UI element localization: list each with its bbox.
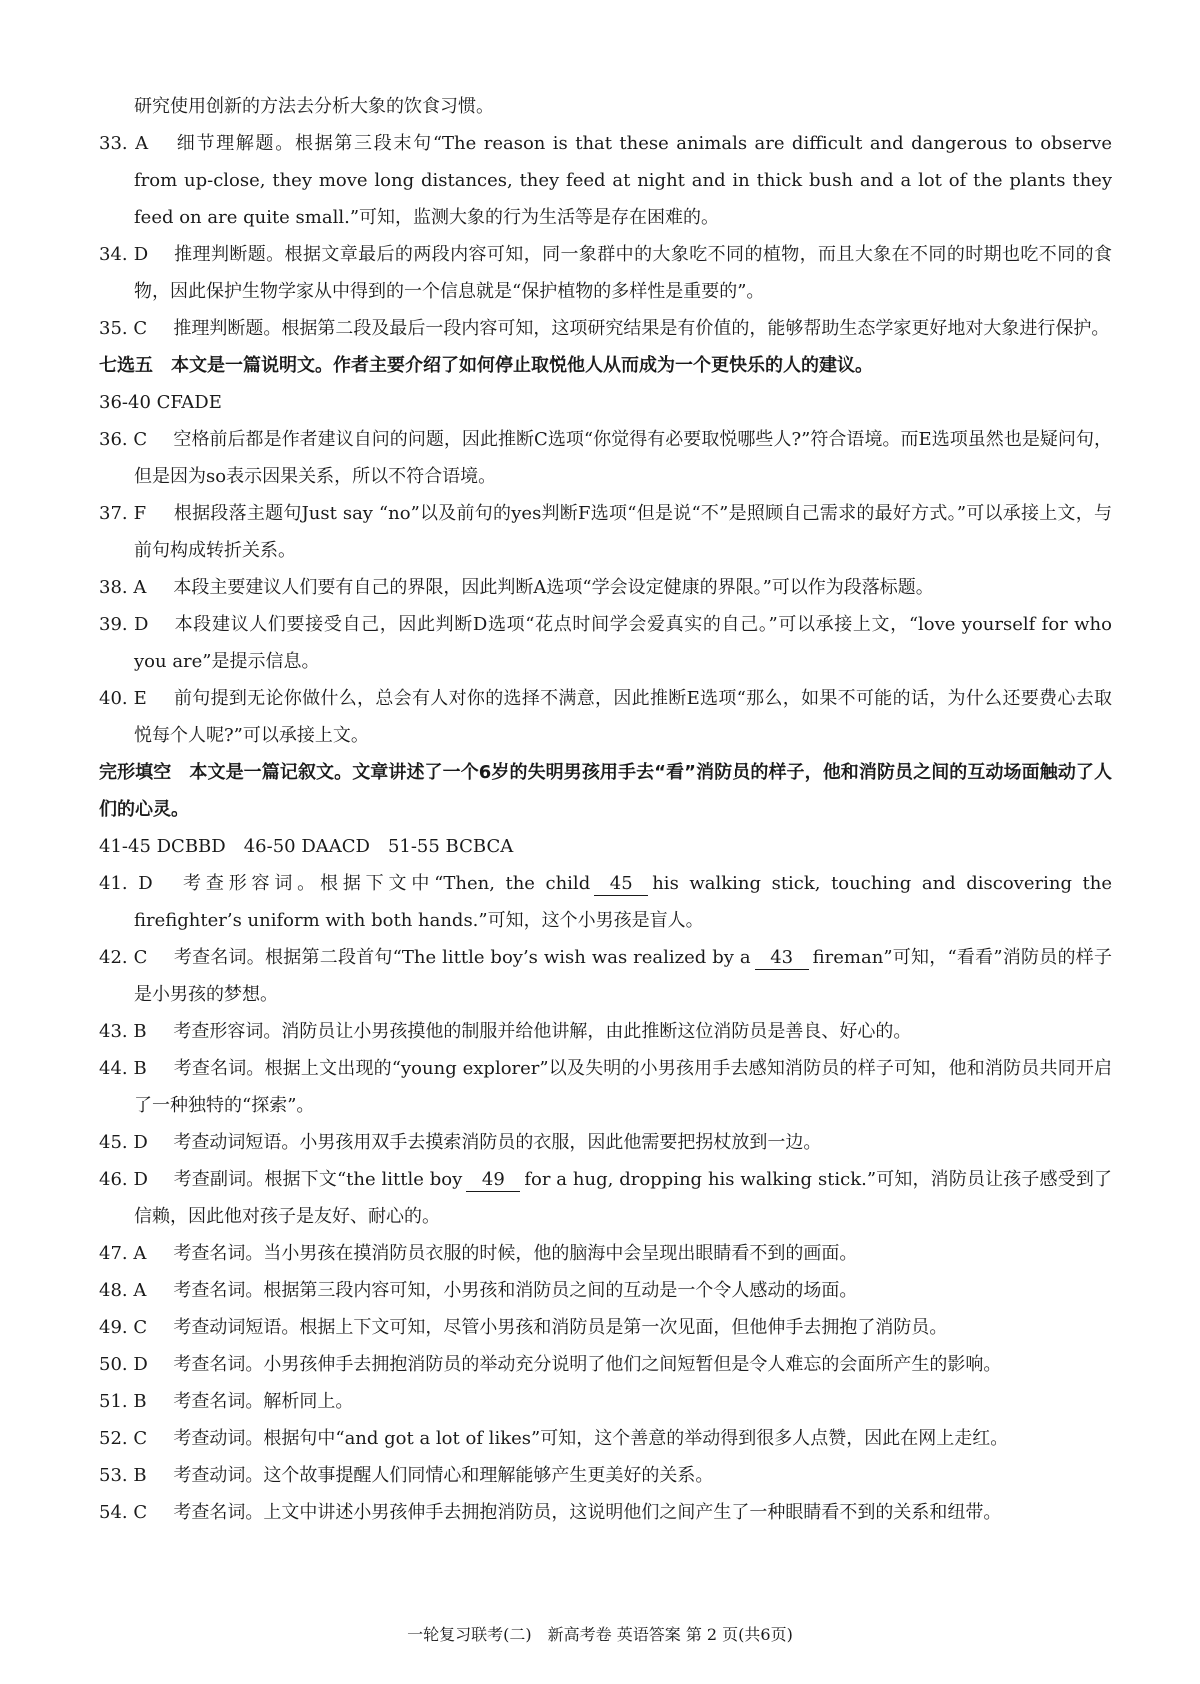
answer-number: 50. [99,1354,128,1375]
answer-letter: C [133,429,148,450]
answer-number: 38. [99,577,128,598]
answer-explanation: 本段主要建议人们要有自己的界限，因此判断A选项“学会设定健康的界限。”可以作为段落标题。 [173,577,934,598]
answer-letter: D [138,873,153,894]
answer-explanation: 推理判断题。根据文章最后的两段内容可知，同一象群中的大象吃不同的植物，而且大象在不同的时期也吃不同的食物，因此保护生物学家从中得到的一个信息就是“保护植物的多样性是重要的”。 [134,244,1112,302]
answer-41 [99,865,1112,939]
page-footer: 一轮复习联考(二) 新高考卷 英语答案 第 2 页(共6页) [407,1625,793,1644]
answer-letter: B [133,1058,147,1079]
blank-number: 49 [466,1169,520,1192]
answer-number: 47. [99,1243,128,1264]
answer-33 [99,125,1112,236]
answer-number: 46. [99,1169,128,1190]
answer-letter: D [133,244,149,265]
answer-number: 45. [99,1132,128,1153]
answer-letter: D [133,1354,148,1375]
answer-explanation: 考查名词。当小男孩在摸消防员衣服的时候，他的脑海中会呈现出眼睛看不到的画面。 [173,1243,858,1264]
answer-36 [99,421,1112,495]
answer-54 [99,1494,1112,1531]
answer-letter: C [133,1317,148,1338]
answer-explanation: 本段建议人们要接受自己，因此判断D选项“花点时间学会爱真实的自己。”可以承接上文，“love yourself for who you are”是提示信息。 [134,614,1112,672]
answer-letter: D [133,1169,148,1190]
answer-number: 36. [99,429,128,450]
answer-letter: C [133,318,148,339]
answer-explanation-pre: 考查名词。根据第二段首句“The little boy’s wish was realized by a [173,947,751,968]
answer-explanation: 细节理解题。根据第三段末句“The reason is that these animals are difficult and dangerous to observe from up-close, they move long distances, they feed at night and in thick bush and a lot of the plants they feed on are quite small.”可知，监测大象的行为生活等是存在困难的。 [134,133,1112,228]
answer-letter: D [134,614,149,635]
answer-45 [99,1124,1112,1161]
answer-letter: C [133,947,148,968]
answer-explanation: 考查动词短语。小男孩用双手去摸索消防员的衣服，因此他需要把拐杖放到一边。 [173,1132,822,1153]
answer-explanation-pre: 考查副词。根据下文“the little boy [173,1169,463,1190]
answer-number: 53. [99,1465,128,1486]
answer-explanation: 考查动词短语。根据上下文可知，尽管小男孩和消防员是第一次见面，但他伸手去拥抱了消防员。 [173,1317,948,1338]
answer-number: 48. [99,1280,128,1301]
answer-letter: F [133,503,147,524]
answer-49 [99,1309,1112,1346]
answer-42 [99,939,1112,1013]
section-heading-seven-choose-five: 七选五 本文是一篇说明文。作者主要介绍了如何停止取悦他人从而成为一个更快乐的人的建议。 [99,355,873,376]
answer-number: 49. [99,1317,128,1338]
answer-number: 43. [99,1021,128,1042]
answer-explanation: 考查名词。根据第三段内容可知，小男孩和消防员之间的互动是一个令人感动的场面。 [173,1280,858,1301]
answer-letter: B [133,1021,147,1042]
answer-43 [99,1013,1112,1050]
answer-52 [99,1420,1112,1457]
answer-letter: A [133,1243,147,1264]
answer-explanation: 前句提到无论你做什么，总会有人对你的选择不满意，因此推断E选项“那么，如果不可能的话，为什么还要费心去取悦每个人呢?”可以承接上文。 [134,688,1112,746]
answer-explanation: 根据段落主题句Just say “no”以及前句的yes判断F选项“但是说“不”是照顾自己需求的最好方式。”可以承接上文，与前句构成转折关系。 [134,503,1112,561]
answer-letter: C [133,1502,148,1523]
answer-explanation: 考查形容词。消防员让小男孩摸他的制服并给他讲解，由此推断这位消防员是善良、好心的。 [173,1021,912,1042]
answer-letter: D [133,1132,148,1153]
answer-number: 37. [99,503,128,524]
answer-number: 33. [99,133,128,154]
answer-explanation: 考查名词。上文中讲述小男孩伸手去拥抱消防员，这说明他们之间产生了一种眼睛看不到的关系和纽带。 [173,1502,1002,1523]
answer-key-41-55: 41-45 DCBBD 46-50 DAACD 51-55 BCBCA [99,836,514,857]
answer-37 [99,495,1112,569]
answer-38 [99,569,1112,606]
answer-letter: A [133,577,147,598]
answer-explanation: 考查名词。解析同上。 [173,1391,354,1412]
answer-number: 42. [99,947,128,968]
answer-explanation-post: for a hug, dropping his walking stick.”可知，消防员让孩子感受到了信赖，因此他对孩子是友好、耐心的。 [134,1169,1112,1227]
answer-letter: C [133,1428,148,1449]
answer-explanation: 推理判断题。根据第二段及最后一段内容可知，这项研究结果是有价值的，能够帮助生态学家更好地对大象进行保护。 [173,318,1110,339]
answer-number: 40. [99,688,128,709]
answer-letter: E [133,688,147,709]
answer-letter: A [133,1280,147,1301]
answer-47 [99,1235,1112,1272]
answer-40 [99,680,1112,754]
answer-number: 51. [99,1391,128,1412]
blank-number: 45 [594,873,648,896]
answer-explanation: 考查名词。根据上文出现的“young explorer”以及失明的小男孩用手去感知消防员的样子可知，他和消防员共同开启了一种独特的“探索”。 [134,1058,1112,1116]
answer-34 [99,236,1112,310]
blank-number: 43 [755,947,809,970]
answer-35 [99,310,1112,347]
answer-explanation-post: fireman”可知，“看看”消防员的样子是小男孩的梦想。 [134,947,1112,1005]
answer-48 [99,1272,1112,1309]
answer-explanation: 考查动词。这个故事提醒人们同情心和理解能够产生更美好的关系。 [173,1465,714,1486]
section-heading-cloze: 完形填空 本文是一篇记叙文。文章讲述了一个6岁的失明男孩用手去“看”消防员的样子，他和消防员之间的互动场面触动了人们的心灵。 [99,762,1112,820]
answer-44 [99,1050,1112,1124]
answer-key-36-40: 36-40 CFADE [99,392,222,413]
answer-explanation-post: his walking stick, touching and discovering the firefighter’s uniform with both hands.”可知，这个小男孩是盲人。 [134,873,1112,931]
answer-letter: B [133,1465,147,1486]
answer-46 [99,1161,1112,1235]
answer-number: 44. [99,1058,128,1079]
answer-explanation: 考查名词。小男孩伸手去拥抱消防员的举动充分说明了他们之间短暂但是令人难忘的会面所产生的影响。 [173,1354,1002,1375]
answer-50 [99,1346,1112,1383]
answer-51 [99,1383,1112,1420]
answer-number: 34. [99,244,128,265]
continuation-line: 研究使用创新的方法去分析大象的饮食习惯。 [134,96,494,117]
answer-number: 41. [99,873,128,894]
answer-explanation-pre: 考查形容词。根据下文中“Then, the child [178,873,591,894]
answer-39 [99,606,1112,680]
answer-explanation: 考查动词。根据句中“and got a lot of likes”可知，这个善意的举动得到很多人点赞，因此在网上走红。 [173,1428,1009,1449]
answer-number: 54. [99,1502,128,1523]
answer-number: 52. [99,1428,128,1449]
answer-number: 39. [99,614,128,635]
answer-letter: A [135,133,149,154]
answer-53 [99,1457,1112,1494]
answer-number: 35. [99,318,128,339]
answer-explanation: 空格前后都是作者建议自问的问题，因此推断C选项“你觉得有必要取悦哪些人?”符合语境。而E选项虽然也是疑问句，但是因为so表示因果关系，所以不符合语境。 [134,429,1112,487]
answer-letter: B [133,1391,147,1412]
